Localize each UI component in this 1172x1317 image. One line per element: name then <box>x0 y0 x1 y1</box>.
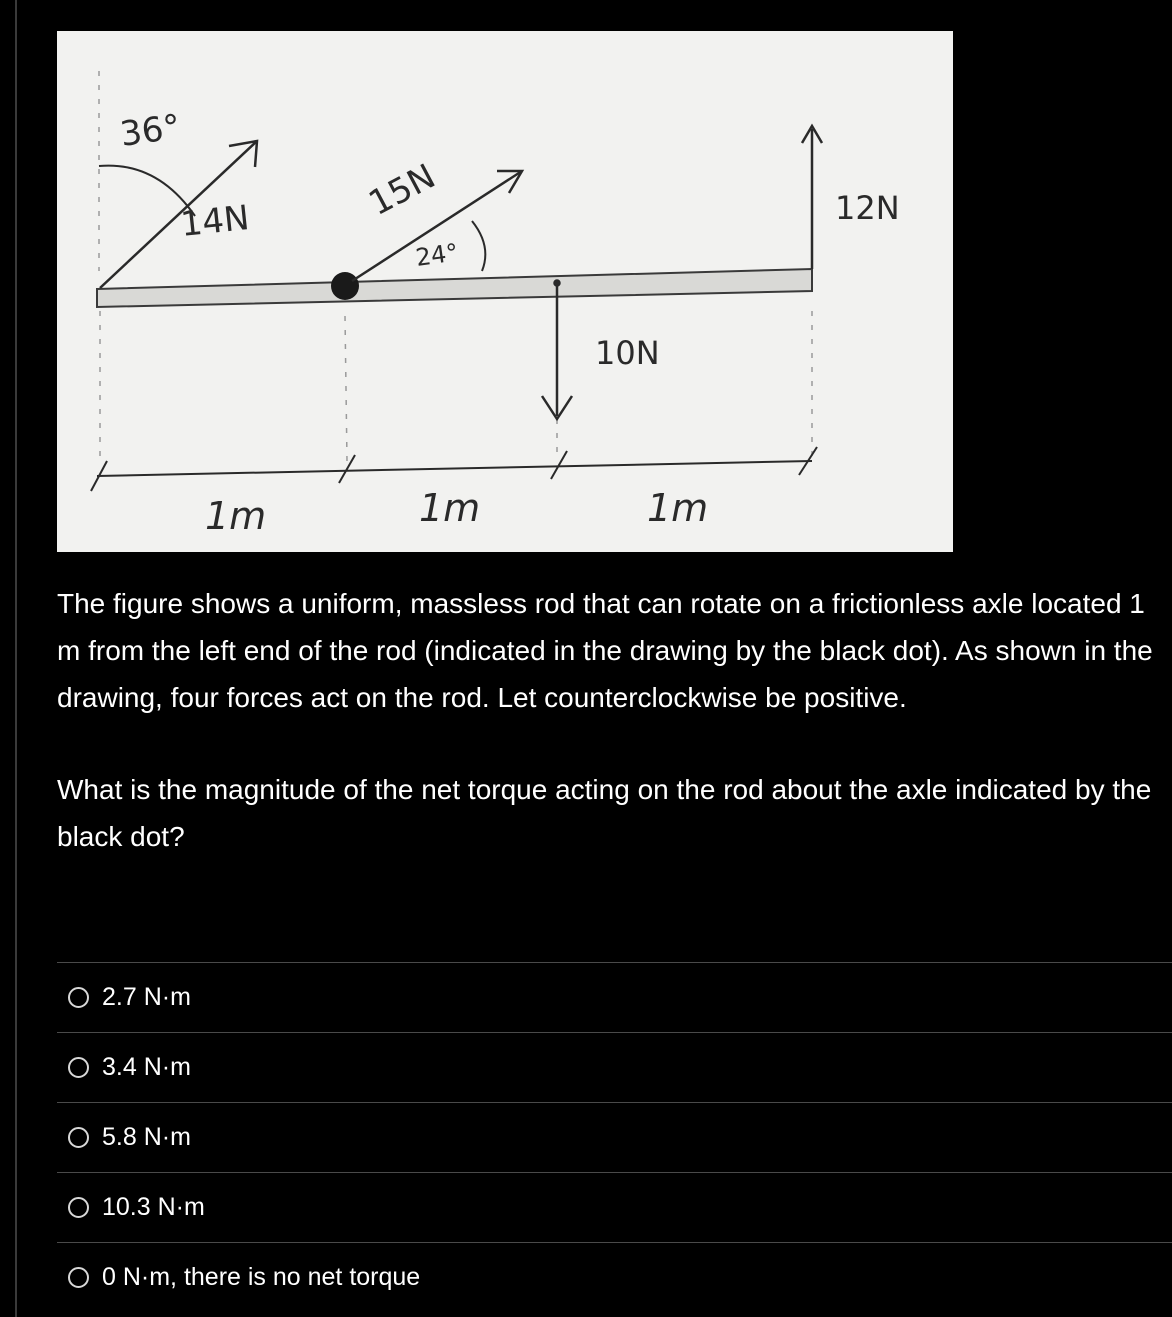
distance-label-2: 1m <box>419 486 481 530</box>
rod <box>97 269 812 307</box>
radio-button[interactable] <box>68 1197 89 1218</box>
radio-button[interactable] <box>68 1267 89 1288</box>
distance-baseline <box>91 447 817 491</box>
force-12n-arrow <box>802 126 822 269</box>
distance-label-3: 1m <box>647 486 709 530</box>
left-border-rule <box>15 0 17 1317</box>
question-text: What is the magnitude of the net torque acting on the rod about the axle indicated by the black dot? <box>57 774 1152 852</box>
angle-36-label: 36° <box>117 106 183 155</box>
radio-button[interactable] <box>68 1127 89 1148</box>
answer-option[interactable] <box>57 1103 1172 1173</box>
answer-label: 0 N·m, there is no net torque <box>102 1263 421 1291</box>
answer-option[interactable] <box>57 963 1172 1033</box>
answer-label: 2.7 N·m <box>102 983 191 1011</box>
force-10n-label: 10N <box>595 334 660 372</box>
distance-label-1: 1m <box>205 494 267 538</box>
radio-button[interactable] <box>68 1057 89 1078</box>
question-context: The figure shows a uniform, massless rod that can rotate on a frictionless axle located 1 m from the left end of the rod (indicated in the drawing by the black dot). As shown in the drawing, four forces act on the rod. Let counterclockwise be positive. <box>57 588 1153 713</box>
answer-choices <box>57 962 1172 1312</box>
rod-force-diagram <box>57 31 953 552</box>
answer-label: 3.4 N·m <box>102 1053 191 1081</box>
force-12n-label: 12N <box>835 189 900 227</box>
angle-24-label: 24° <box>413 238 460 272</box>
answer-option[interactable] <box>57 1173 1172 1243</box>
force-10n-arrow <box>542 281 572 420</box>
force-15n-label: 15N <box>362 156 442 224</box>
axle-dot <box>331 272 359 300</box>
force-14n-label: 14N <box>178 197 252 245</box>
angle-24-arc <box>472 221 485 271</box>
axle-guide <box>345 316 347 461</box>
answer-label: 5.8 N·m <box>102 1123 191 1151</box>
answer-option[interactable] <box>57 1033 1172 1103</box>
question-prompt <box>57 580 1167 860</box>
answer-label: 10.3 N·m <box>102 1193 205 1221</box>
answer-option[interactable] <box>57 1243 1172 1312</box>
radio-button[interactable] <box>68 987 89 1008</box>
